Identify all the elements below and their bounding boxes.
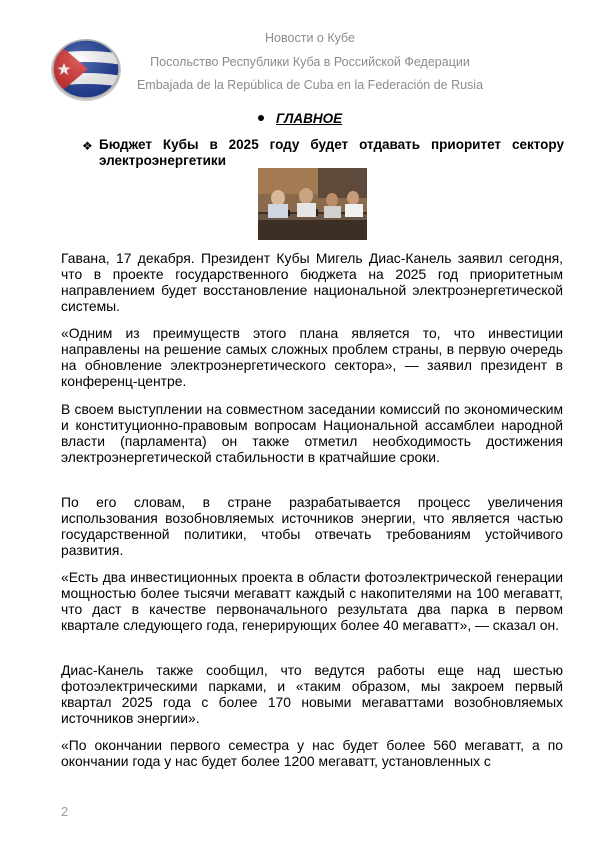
bullet-icon	[258, 115, 264, 121]
article-photo	[258, 168, 367, 240]
article-paragraph: Диас-Канель также сообщил, что ведутся работы еще над шестью фотоэлектрическими парками, и «таким образом, мы закроем первый квартал 2025 года с более 170 новыми мегаваттами возобновляемых источников энергии».	[61, 662, 563, 726]
article-paragraph: Гавана, 17 декабря. Президент Кубы Мигель Диас-Канель заявил сегодня, что в проекте государственного бюджета на 2025 год приоритетным направлением будет восстановление национальной электроэнергетической системы.	[61, 250, 563, 314]
article-paragraph: «По окончании первого семестра у нас будет более 560 мегаватт, а по окончании года у нас будет более 1200 мегаватт, установленных с	[61, 737, 563, 769]
section-heading	[258, 111, 342, 126]
article-paragraph: «Одним из преимуществ этого плана является то, что инвестиции направлены на решение самых сложных проблем страны, в первую очередь на обновление электроэнергетического сектора», — заявил президент в конференц-центре.	[61, 325, 563, 389]
header-title: Новости о Кубе	[265, 31, 355, 45]
article-paragraph: По его словам, в стране разрабатывается процесс увеличения использования возобновляемых источников энергии, что является частью государственной политики, чтобы отвечать требованиям устойчивого развития.	[61, 494, 563, 558]
article-headline	[82, 137, 564, 169]
header-embassy-ru: Посольство Республики Куба в Российской Федерации	[150, 55, 470, 69]
section-heading-label: ГЛАВНОЕ	[276, 111, 343, 126]
article-paragraph: «Есть два инвестиционных проекта в области фотоэлектрической генерации мощностью более тысячи мегаватт каждый с накопителями на 100 мегаватт, что даст в качестве первоначального результата два парка в первом квартале следующего года, генерирующих более 40 мегаватт», — сказал он.	[61, 569, 563, 633]
header-embassy-es: Embajada de la República de Cuba en la Federación de Rusia	[136, 78, 484, 92]
article-headline-text: Бюджет Кубы в 2025 году будет отдавать приоритет сектору электроэнергетики	[99, 137, 564, 168]
cuba-flag-logo	[50, 37, 122, 101]
page-number: 2	[61, 804, 69, 819]
article-paragraph: В своем выступлении на совместном заседании комиссий по экономическим и конституционно-правовым вопросам Национальной ассамблеи народной власти (парламента) он также отметил необходимость достижения электроэнергетической стабильности в кратчайшие сроки.	[61, 401, 563, 465]
diamond-bullet-icon: ❖	[82, 139, 93, 153]
